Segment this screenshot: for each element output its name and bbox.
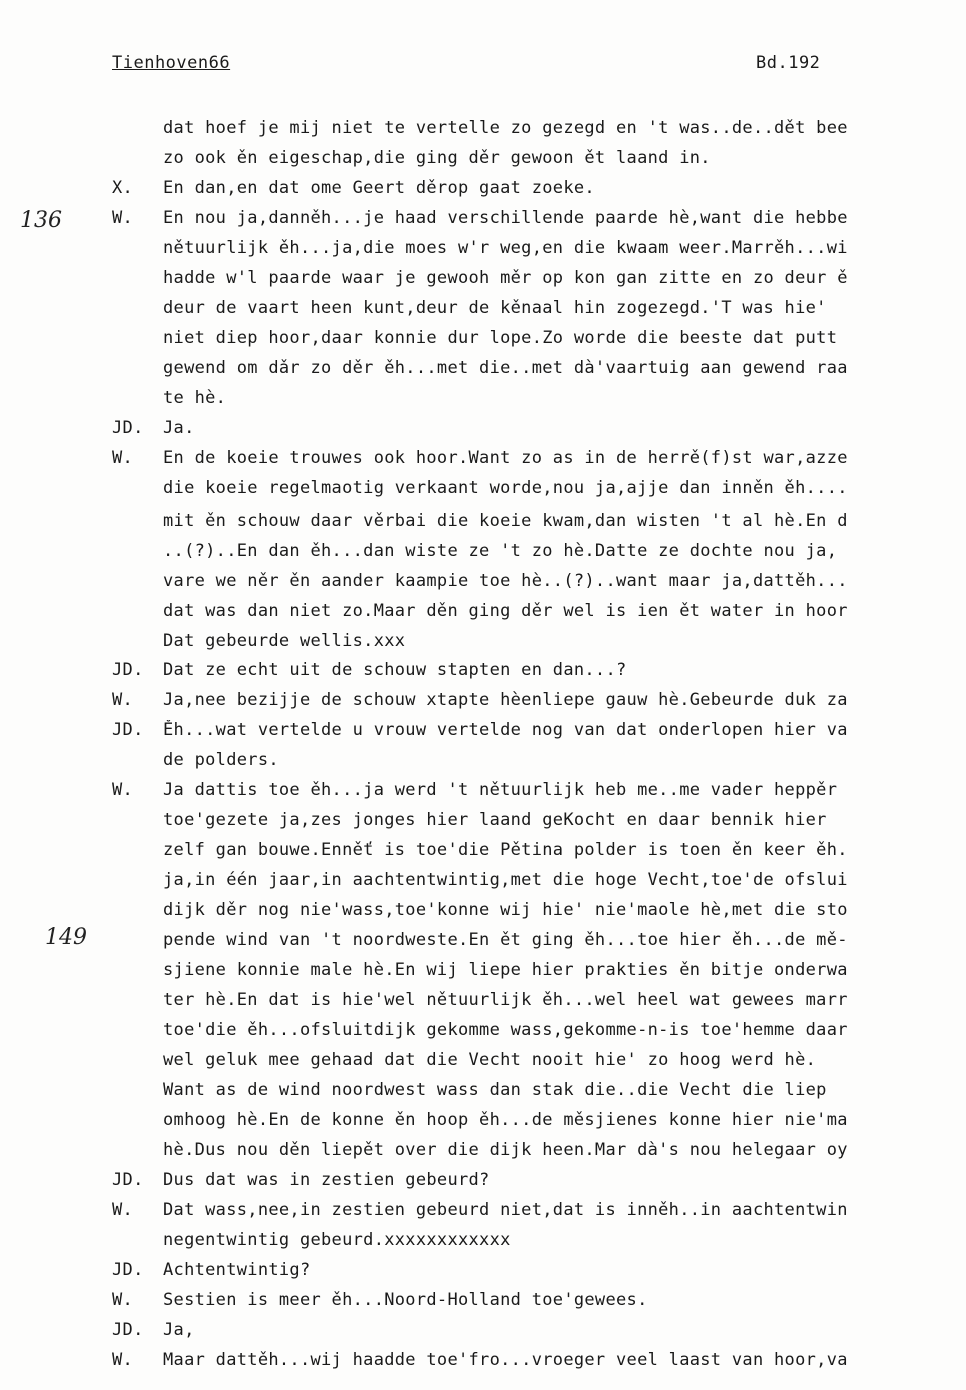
line-text: toe'gezete ja,zes jonges hier laand geKocht en daar bennik hier bbox=[163, 810, 827, 830]
speaker-label: JD. bbox=[112, 418, 144, 438]
line-text: pende wind van 't noordweste.En ět ging ěh...toe hier ěh...de mě- bbox=[163, 930, 848, 950]
line-text: deur de vaart heen kunt,deur de kěnaal hin zogezegd.'T was hie' bbox=[163, 298, 827, 318]
speaker-label: JD. bbox=[112, 1170, 144, 1190]
line-text: Want as de wind noordwest wass dan stak die..die Vecht die liep bbox=[163, 1080, 827, 1100]
line-text: Ja, bbox=[163, 1320, 195, 1340]
line-text: En dan,en dat ome Geert děrop gaat zoeke. bbox=[163, 178, 595, 198]
speaker-label: X. bbox=[112, 178, 134, 198]
page-header-reference: Bd.192 bbox=[756, 53, 821, 73]
line-text: En nou ja,danněh...je haad verschillende paarde hè,want die hebbe bbox=[163, 208, 848, 228]
line-text: wel geluk mee gehaad dat die Vecht nooit hie' zo hoog werd hè. bbox=[163, 1050, 817, 1070]
line-text: de polders. bbox=[163, 750, 279, 770]
line-text: Sestien is meer ěh...Noord-Holland toe'gewees. bbox=[163, 1290, 648, 1310]
line-text: Maar dattěh...wij haadde toe'fro...vroeger veel laast van hoor,va bbox=[163, 1350, 848, 1370]
speaker-label: W. bbox=[112, 780, 134, 800]
margin-note: 136 bbox=[20, 208, 62, 233]
line-text: gewend om dǎr zo děr ěh...met die..met dà'vaartuig aan gewend raa bbox=[163, 358, 848, 378]
line-text: ter hè.En dat is hie'wel nětuurlijk ěh...wel heel wat gewees marr bbox=[163, 990, 848, 1010]
line-text: hadde w'l paarde waar je gewooh měr op kon gan zitte en zo deur ě bbox=[163, 268, 848, 288]
speaker-label: JD. bbox=[112, 1320, 144, 1340]
line-text: nětuurlijk ěh...ja,die moes w'r weg,en die kwaam weer.Marrěh...wi bbox=[163, 238, 848, 258]
line-text: En de koeie trouwes ook hoor.Want zo as in de herrě(f)st war,azze bbox=[163, 448, 848, 468]
line-text: dat was dan niet zo.Maar děn ging děr wel is ien ět water in hoor bbox=[163, 601, 848, 621]
speaker-label: JD. bbox=[112, 660, 144, 680]
page-header-title: Tienhoven66 bbox=[112, 53, 231, 73]
line-text: negentwintig gebeurd.xxxxxxxxxxxx bbox=[163, 1230, 511, 1250]
line-text: ja,in één jaar,in aachtentwintig,met die hoge Vecht,toe'de ofslui bbox=[163, 870, 848, 890]
speaker-label: JD. bbox=[112, 720, 144, 740]
speaker-label: W. bbox=[112, 448, 134, 468]
line-text: Ja dattis toe ěh...ja werd 't nětuurlijk heb me..me vader heppěr bbox=[163, 780, 838, 800]
line-text: Dat wass,nee,in zestien gebeurd niet,dat is inněh..in aachtentwin bbox=[163, 1200, 848, 1220]
line-text: dijk děr nog nie'wass,toe'konne wij hie' nie'maole hè,met die sto bbox=[163, 900, 848, 920]
line-text: Ja. bbox=[163, 418, 195, 438]
margin-note: 149 bbox=[45, 925, 87, 950]
speaker-label: W. bbox=[112, 1200, 134, 1220]
speaker-label: W. bbox=[112, 1290, 134, 1310]
line-text: dat hoef je mij niet te vertelle zo gezegd en 't was..de..dět bee bbox=[163, 118, 848, 138]
line-text: hè.Dus nou děn liepět over die dijk heen.Mar dà's nou helegaar oy bbox=[163, 1140, 848, 1160]
line-text: Dat gebeurde wellis.xxx bbox=[163, 631, 406, 651]
line-text: mit ěn schouw daar věrbai die koeie kwam,dan wisten 't al hè.En d bbox=[163, 511, 848, 531]
line-text: toe'die ěh...ofsluitdijk gekomme wass,gekomme-n-is toe'hemme daar bbox=[163, 1020, 848, 1040]
line-text: zelf gan bouwe.Enněť is toe'die Pětina polder is toen ěn keer ěh. bbox=[163, 840, 848, 860]
line-text: die koeie regelmaotig verkaant worde,nou ja,ajje dan inněn ěh.... bbox=[163, 478, 848, 498]
line-text: zo ook ěn eigeschap,die ging děr gewoon ět laand in. bbox=[163, 148, 711, 168]
line-text: Dat ze echt uit de schouw stapten en dan...? bbox=[163, 660, 627, 680]
line-text: Ja,nee bezijje de schouw xtapte hèenliepe gauw hè.Gebeurde duk za bbox=[163, 690, 848, 710]
line-text: niet diep hoor,daar konnie dur lope.Zo worde die beeste dat putt bbox=[163, 328, 838, 348]
line-text: te hè. bbox=[163, 388, 227, 408]
speaker-label: W. bbox=[112, 208, 134, 228]
line-text: sjiene konnie male hè.En wij liepe hier prakties ěn bitje onderwa bbox=[163, 960, 848, 980]
speaker-label: JD. bbox=[112, 1260, 144, 1280]
line-text: ..(?)..En dan ěh...dan wiste ze 't zo hè.Datte ze dochte nou ja, bbox=[163, 541, 838, 561]
line-text: Ěh...wat vertelde u vrouw vertelde nog van dat onderlopen hier va bbox=[163, 720, 848, 740]
line-text: Dus dat was in zestien gebeurd? bbox=[163, 1170, 490, 1190]
speaker-label: W. bbox=[112, 1350, 134, 1370]
line-text: Achtentwintig? bbox=[163, 1260, 311, 1280]
speaker-label: W. bbox=[112, 690, 134, 710]
line-text: vare we něr ěn aander kaampie toe hè..(?)..want maar ja,dattěh... bbox=[163, 571, 848, 591]
line-text: omhoog hè.En de konne ěn hoop ěh...de měsjienes konne hier nie'ma bbox=[163, 1110, 848, 1130]
